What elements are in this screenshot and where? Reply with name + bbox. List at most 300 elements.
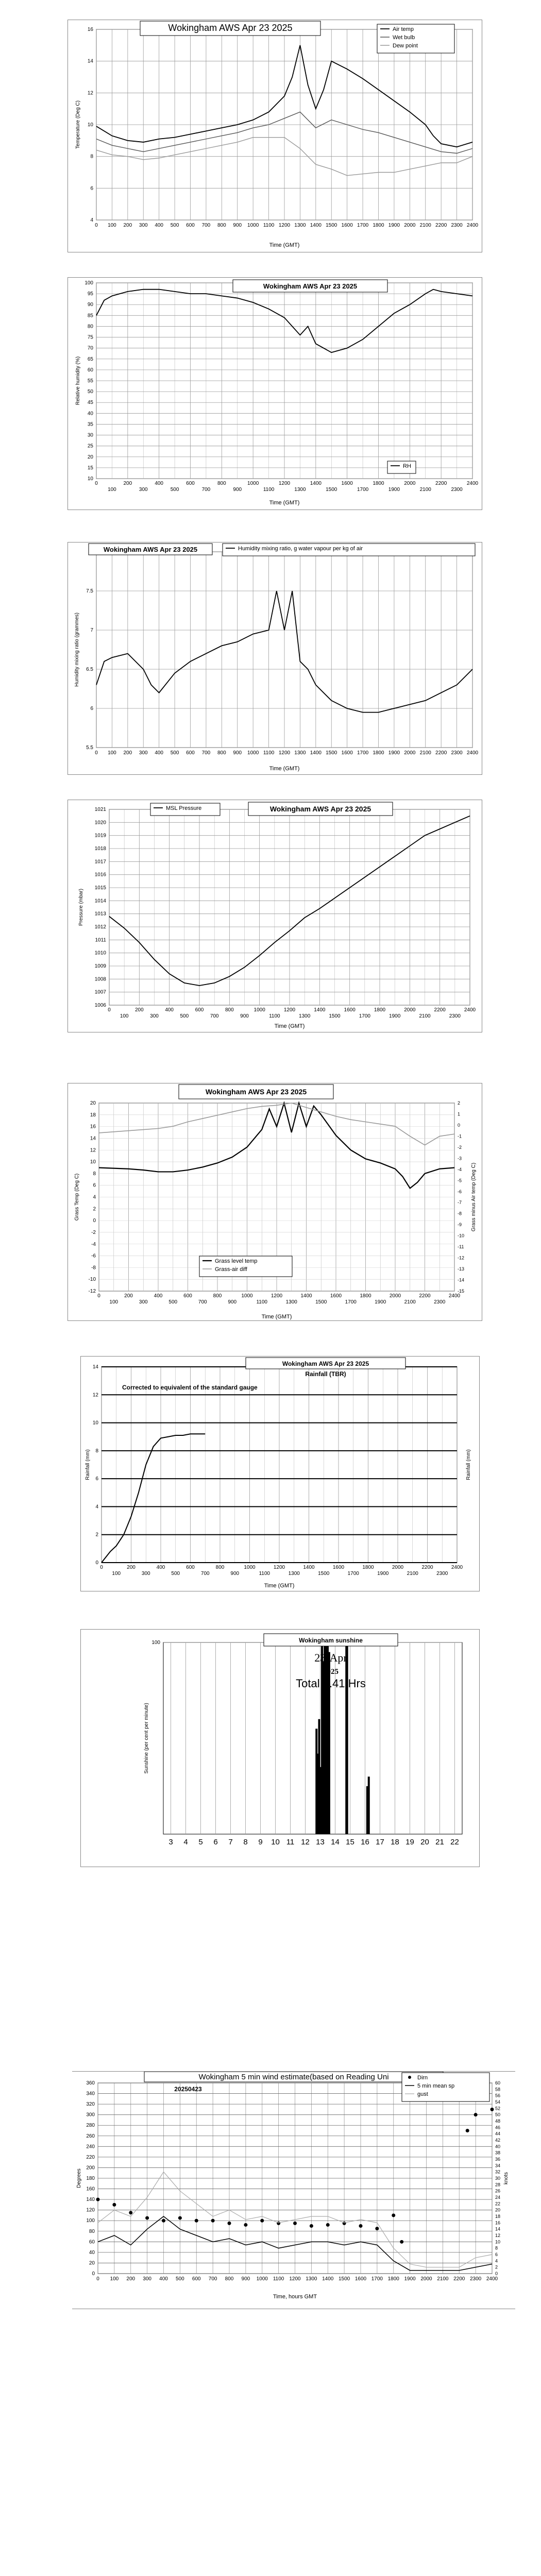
- x-tick-label: 0: [96, 2276, 99, 2282]
- x-tick-label: 2400: [466, 481, 479, 486]
- x-tick-label: 900: [233, 750, 242, 756]
- series-point: [375, 2227, 379, 2230]
- grass-temp-chart: [68, 1083, 483, 1321]
- x-tick-label: 1700: [345, 1299, 357, 1305]
- x-tick-label: 1100: [263, 487, 275, 493]
- x-tick-label: 21: [435, 1838, 444, 1846]
- y-right-tick-label: -14: [458, 1277, 465, 1283]
- y-tick-label: 35: [87, 421, 93, 428]
- chart-title: Wokingham AWS Apr 23 2025: [103, 546, 198, 553]
- x-tick-label: 700: [201, 223, 211, 228]
- y-tick-label: 360: [86, 2080, 95, 2086]
- legend-swatch: [408, 2076, 411, 2079]
- y-right-tick-label: -10: [458, 1233, 465, 1239]
- y-tick-label: 6: [90, 185, 93, 192]
- x-tick-label: 700: [208, 2276, 217, 2282]
- y-right-tick-label: -6: [458, 1189, 462, 1194]
- x-tick-label: 1700: [357, 487, 369, 493]
- y-tick-label: 20: [87, 454, 93, 460]
- series-point: [244, 2223, 247, 2227]
- y-tick-label: 10: [90, 1159, 96, 1165]
- y-tick-label: 1011: [95, 937, 106, 943]
- x-tick-label: 1300: [288, 1571, 300, 1577]
- x-tick-label: 500: [170, 223, 179, 228]
- x-tick-label: 1900: [388, 750, 400, 756]
- x-tick-label: 2400: [466, 750, 479, 756]
- x-tick-label: 1100: [269, 1013, 280, 1019]
- series-point: [260, 2219, 264, 2223]
- y-right-tick-label: 40: [495, 2144, 501, 2149]
- y-right-tick-label: 24: [495, 2195, 501, 2200]
- x-tick-label: 1000: [256, 2276, 268, 2282]
- x-tick-label: 1900: [388, 487, 400, 493]
- x-tick-label: 1200: [273, 1565, 285, 1570]
- y-tick-label: 0: [92, 2271, 95, 2277]
- x-tick-label: 1400: [300, 1293, 312, 1299]
- x-tick-label: 1700: [357, 750, 369, 756]
- x-tick-label: 2000: [392, 1565, 404, 1570]
- y-tick-label: 65: [87, 356, 93, 362]
- x-axis-label: Time, hours GMT: [273, 2294, 317, 2300]
- y-tick-label: 200: [86, 2165, 95, 2171]
- y-tick-label: 80: [87, 324, 93, 330]
- y-right-tick-label: 18: [495, 2214, 501, 2219]
- y-tick-label: 7: [90, 628, 93, 633]
- x-tick-label: 700: [210, 1013, 219, 1019]
- x-tick-label: 2300: [434, 1299, 446, 1305]
- x-tick-label: 900: [230, 1571, 240, 1577]
- x-tick-label: 1500: [326, 223, 337, 228]
- y-right-tick-label: 0: [458, 1122, 461, 1128]
- y-tick-label: 100: [84, 280, 93, 286]
- x-tick-label: 1300: [294, 750, 306, 756]
- x-tick-label: 0: [108, 1007, 111, 1013]
- x-tick-label: 900: [228, 1299, 237, 1305]
- rainfall-chart-panel: [80, 1356, 480, 1591]
- legend-box: [387, 461, 416, 473]
- y-axis-label: Rainfall (mm): [85, 1449, 91, 1480]
- x-tick-label: 14: [331, 1838, 340, 1846]
- x-tick-label: 500: [168, 1299, 178, 1305]
- legend-label: Wet bulb: [393, 35, 415, 41]
- series-point: [129, 2211, 132, 2214]
- x-tick-label: 2300: [436, 1571, 448, 1577]
- y-right-tick-label: -8: [458, 1211, 462, 1216]
- x-tick-label: 22: [450, 1838, 459, 1846]
- x-tick-label: 800: [225, 2276, 234, 2282]
- series-point: [310, 2224, 313, 2228]
- x-tick-label: 200: [127, 1565, 136, 1570]
- x-tick-label: 18: [391, 1838, 399, 1846]
- y-tick-label: 8: [93, 1171, 96, 1177]
- x-tick-label: 500: [170, 487, 179, 493]
- y-right-tick-label: 16: [495, 2220, 501, 2226]
- y-right-tick-label: 10: [495, 2239, 501, 2245]
- series-point: [491, 2108, 494, 2111]
- y-tick-label: 50: [87, 389, 93, 395]
- x-tick-label: 16: [361, 1838, 369, 1846]
- series-point: [359, 2224, 363, 2228]
- series-point: [211, 2219, 215, 2223]
- series-point: [293, 2222, 297, 2225]
- x-tick-label: 2000: [404, 223, 416, 228]
- y-right-tick-label: 26: [495, 2188, 501, 2194]
- series-point: [112, 2203, 116, 2207]
- y-tick-label: 280: [86, 2123, 95, 2129]
- x-tick-label: 600: [183, 1293, 192, 1299]
- x-axis-label: Time (GMT): [261, 1314, 292, 1320]
- x-tick-label: 1300: [294, 487, 306, 493]
- x-tick-label: 4: [183, 1838, 188, 1846]
- y-right-tick-label: 38: [495, 2150, 501, 2156]
- series-point: [474, 2113, 478, 2116]
- legend-label: gust: [417, 2091, 428, 2097]
- wind-chart-panel: [72, 2071, 515, 2309]
- x-tick-label: 1600: [344, 1007, 356, 1013]
- y-tick-label: 90: [87, 302, 93, 308]
- x-tick-label: 1900: [375, 1299, 386, 1305]
- chart-date: 23-Apr: [314, 1651, 347, 1664]
- x-tick-label: 1200: [283, 1007, 296, 1013]
- x-tick-label: 1100: [259, 1571, 270, 1577]
- x-tick-label: 2200: [421, 1565, 433, 1570]
- x-tick-label: 200: [123, 481, 132, 486]
- x-tick-label: 10: [271, 1838, 280, 1846]
- x-tick-label: 800: [217, 223, 226, 228]
- chart-title: Wokingham AWS Apr 23 2025: [205, 1088, 307, 1096]
- y-right-tick-label: 14: [495, 2226, 501, 2232]
- y-right-tick-label: 50: [495, 2112, 501, 2117]
- chart-title: Wokingham AWS Apr 23 2025: [168, 23, 293, 33]
- legend-label: 5 min mean sp: [417, 2083, 455, 2089]
- x-tick-label: 1900: [404, 2276, 416, 2282]
- y-tick-label: -6: [91, 1253, 96, 1259]
- x-tick-label: 1400: [310, 481, 322, 486]
- x-tick-label: 1300: [299, 1013, 311, 1019]
- x-tick-label: 2300: [470, 2276, 482, 2282]
- x-tick-label: 7: [228, 1838, 233, 1846]
- x-tick-label: 9: [258, 1838, 263, 1846]
- x-tick-label: 2100: [437, 2276, 449, 2282]
- x-tick-label: 2100: [407, 1571, 418, 1577]
- x-tick-label: 2300: [451, 487, 463, 493]
- x-tick-label: 700: [198, 1299, 207, 1305]
- y-tick-label: 12: [87, 90, 93, 96]
- series-point: [96, 2198, 100, 2201]
- x-tick-label: 200: [123, 223, 132, 228]
- y-tick-label: 6: [95, 1476, 98, 1482]
- y-tick-label: 240: [86, 2144, 95, 2150]
- y-right-tick-label: -9: [458, 1222, 462, 1228]
- x-axis-label: Time (GMT): [269, 242, 300, 248]
- x-tick-label: 1800: [362, 1565, 374, 1570]
- x-tick-label: 2200: [453, 2276, 465, 2282]
- x-tick-label: 800: [215, 1565, 225, 1570]
- x-tick-label: 100: [109, 1299, 119, 1305]
- y-tick-label: 20: [90, 1100, 96, 1106]
- x-tick-label: 1300: [306, 2276, 317, 2282]
- temperature-chart: [68, 20, 483, 253]
- x-axis-label: Time (GMT): [269, 500, 300, 506]
- chart-title: Wokingham AWS Apr 23 2025: [282, 1360, 369, 1367]
- y-tick-label: 40: [89, 2249, 95, 2256]
- x-tick-label: 1800: [373, 750, 384, 756]
- x-tick-label: 1700: [359, 1013, 370, 1019]
- x-tick-label: 400: [154, 1293, 163, 1299]
- x-tick-label: 400: [156, 1565, 165, 1570]
- y-tick-label: 7.5: [86, 588, 93, 594]
- x-tick-label: 1200: [270, 1293, 283, 1299]
- y-right-tick-label: 34: [495, 2163, 501, 2168]
- y-right-tick-label: 58: [495, 2087, 501, 2092]
- x-tick-label: 400: [155, 750, 164, 756]
- x-tick-label: 800: [217, 750, 226, 756]
- x-tick-label: 200: [134, 1007, 144, 1013]
- x-tick-label: 12: [301, 1838, 310, 1846]
- x-tick-label: 300: [143, 2276, 151, 2282]
- x-tick-label: 300: [139, 223, 148, 228]
- x-tick-label: 1800: [373, 223, 384, 228]
- y-axis-label: Relative humidity (%): [75, 356, 81, 405]
- x-tick-label: 17: [376, 1838, 384, 1846]
- x-tick-label: 1400: [322, 2276, 334, 2282]
- x-tick-label: 1600: [330, 1293, 342, 1299]
- x-tick-label: 19: [405, 1838, 414, 1846]
- legend-label: MSL Pressure: [166, 805, 202, 811]
- y-tick-label: 6: [90, 706, 93, 711]
- x-axis-label: Time (GMT): [274, 1023, 305, 1029]
- y-tick-label: 8: [90, 154, 93, 160]
- y-tick-label: 12: [90, 1147, 96, 1154]
- y-tick-label: 45: [87, 400, 93, 406]
- x-tick-label: 2000: [404, 481, 416, 486]
- x-tick-label: 1900: [388, 223, 400, 228]
- x-tick-label: 300: [139, 750, 148, 756]
- y-tick-label: 5.5: [86, 745, 93, 751]
- y-tick-label: 10: [92, 1420, 98, 1426]
- y-right-tick-label: -1: [458, 1133, 462, 1139]
- y-tick-label: 0: [93, 1218, 96, 1224]
- chart-subtitle: Rainfall (TBR): [305, 1370, 346, 1378]
- y-right-tick-label: 28: [495, 2182, 501, 2188]
- y-tick-label: 140: [86, 2197, 95, 2203]
- wind-chart: [72, 2072, 515, 2310]
- y-right-tick-label: 8: [495, 2245, 498, 2251]
- series-point: [228, 2222, 231, 2225]
- x-tick-label: 1800: [387, 2276, 399, 2282]
- x-tick-label: 1500: [326, 750, 337, 756]
- x-tick-label: 2000: [420, 2276, 432, 2282]
- y-tick-label: 8: [95, 1448, 98, 1454]
- y-right-tick-label: 46: [495, 2125, 501, 2130]
- legend-label: Air temp: [393, 26, 414, 32]
- grass-temp-chart-panel: [67, 1083, 482, 1321]
- x-tick-label: 100: [120, 1013, 129, 1019]
- x-tick-label: 100: [108, 750, 116, 756]
- y-tick-label: -4: [91, 1241, 96, 1247]
- y-right-tick-label: 44: [495, 2131, 501, 2137]
- y-tick-label: 1021: [94, 807, 106, 812]
- y-tick-label: 25: [87, 443, 93, 449]
- sunshine-chart-panel: [80, 1629, 480, 1867]
- pressure-chart: [68, 800, 483, 1033]
- x-tick-label: 400: [159, 2276, 168, 2282]
- chart-title: Wokingham AWS Apr 23 2025: [263, 282, 358, 290]
- y-right-tick-label: 56: [495, 2093, 501, 2098]
- x-tick-label: 600: [186, 223, 195, 228]
- x-tick-label: 0: [97, 1293, 100, 1299]
- y-tick-label: 16: [90, 1124, 96, 1130]
- x-tick-label: 400: [155, 481, 164, 486]
- y-tick-label: 10: [87, 122, 93, 128]
- legend-label: Humidity mixing ratio, g water vapour per kg of air: [238, 546, 363, 552]
- legend-label: RH: [403, 463, 411, 469]
- x-tick-label: 200: [124, 1293, 133, 1299]
- y-right-axis-label: knots: [503, 2172, 509, 2184]
- x-tick-label: 1700: [371, 2276, 383, 2282]
- x-tick-label: 1500: [329, 1013, 341, 1019]
- x-tick-label: 2200: [435, 223, 447, 228]
- x-tick-label: 1000: [247, 750, 259, 756]
- y-right-tick-label: 36: [495, 2157, 501, 2162]
- x-tick-label: 900: [241, 2276, 250, 2282]
- y-right-tick-label: 2: [458, 1100, 461, 1106]
- y-right-tick-label: 20: [495, 2207, 501, 2213]
- x-tick-label: 1800: [374, 1007, 386, 1013]
- y-right-tick-label: -7: [458, 1200, 462, 1206]
- y-tick-label: 14: [90, 1136, 96, 1142]
- y-tick-label: 70: [87, 345, 93, 351]
- y-right-tick-label: 2: [495, 2264, 498, 2270]
- x-tick-label: 800: [217, 481, 226, 486]
- y-tick-label: 12: [92, 1392, 98, 1398]
- y-tick-label: 180: [86, 2176, 95, 2181]
- y-right-tick-label: 6: [495, 2252, 498, 2257]
- temperature-chart-panel: [67, 20, 482, 252]
- x-tick-label: 2400: [464, 1007, 476, 1013]
- x-tick-label: 2300: [449, 1013, 461, 1019]
- x-tick-label: 700: [201, 487, 211, 493]
- x-tick-label: 2300: [451, 750, 463, 756]
- x-tick-label: 1400: [310, 750, 322, 756]
- series-point: [466, 2129, 469, 2132]
- y-tick-label: 15: [87, 465, 93, 471]
- sunshine-chart: [81, 1630, 480, 1868]
- x-tick-label: 2100: [419, 223, 431, 228]
- x-tick-label: 800: [225, 1007, 234, 1013]
- legend-label: Grass-air diff: [215, 1266, 247, 1273]
- y-tick-label: 1017: [94, 859, 106, 865]
- x-tick-label: 15: [346, 1838, 354, 1846]
- x-tick-label: 1500: [318, 1571, 330, 1577]
- y-right-tick-label: 32: [495, 2169, 501, 2175]
- x-tick-label: 200: [123, 750, 132, 756]
- x-tick-label: 1600: [354, 2276, 367, 2282]
- x-tick-label: 100: [108, 487, 116, 493]
- y-right-tick-label: 22: [495, 2201, 501, 2207]
- legend-label: Grass level temp: [215, 1258, 258, 1264]
- y-axis-label: Temperature (Deg C): [75, 100, 81, 149]
- humidity-chart: [68, 278, 483, 511]
- x-tick-label: 0: [95, 223, 98, 228]
- y-tick-label: 1015: [94, 885, 106, 891]
- y-tick-label: 30: [87, 432, 93, 438]
- x-tick-label: 6: [213, 1838, 218, 1846]
- x-tick-label: 13: [316, 1838, 325, 1846]
- y-right-tick-label: -13: [458, 1266, 465, 1272]
- x-tick-label: 700: [201, 750, 211, 756]
- x-tick-label: 0: [95, 481, 98, 486]
- y-tick-label: 100: [151, 1640, 160, 1646]
- x-tick-label: 300: [141, 1571, 150, 1577]
- x-tick-label: 1900: [377, 1571, 389, 1577]
- y-tick-label: 340: [86, 2091, 95, 2097]
- sunshine-bar: [346, 1642, 348, 1834]
- y-tick-label: 40: [87, 411, 93, 417]
- y-right-tick-label: -12: [458, 1255, 465, 1261]
- x-tick-label: 1400: [310, 223, 322, 228]
- x-tick-label: 1000: [247, 481, 259, 486]
- x-tick-label: 1600: [341, 481, 353, 486]
- y-tick-label: 1012: [94, 924, 106, 930]
- x-tick-label: 300: [139, 487, 148, 493]
- x-tick-label: 300: [139, 1299, 148, 1305]
- chart-subtitle: 20250423: [174, 2086, 202, 2093]
- y-right-axis-label: Grass minus Air temp (Deg C): [471, 1162, 477, 1232]
- rainfall-chart: [81, 1357, 480, 1592]
- y-tick-label: 55: [87, 378, 93, 384]
- y-tick-label: 4: [95, 1504, 98, 1510]
- y-tick-label: 2: [93, 1206, 96, 1212]
- y-right-tick-label: -3: [458, 1156, 462, 1161]
- x-tick-label: 1800: [360, 1293, 371, 1299]
- x-tick-label: 100: [112, 1571, 121, 1577]
- y-tick-label: 60: [89, 2239, 95, 2245]
- x-tick-label: 2400: [448, 1293, 461, 1299]
- chart-total: Total 0.41 Hrs: [296, 1677, 366, 1690]
- x-tick-label: 500: [180, 1013, 189, 1019]
- plot-area: [163, 1642, 462, 1834]
- y-right-tick-label: -11: [458, 1244, 464, 1250]
- y-right-tick-label: 54: [495, 2099, 501, 2105]
- x-tick-label: 400: [165, 1007, 174, 1013]
- x-tick-label: 700: [200, 1571, 210, 1577]
- y-tick-label: 85: [87, 313, 93, 319]
- y-tick-label: 1006: [94, 1003, 106, 1008]
- x-tick-label: 20: [420, 1838, 429, 1846]
- x-tick-label: 2200: [434, 1007, 446, 1013]
- y-tick-label: 14: [87, 58, 93, 64]
- x-tick-label: 600: [186, 481, 195, 486]
- x-tick-label: 600: [195, 1007, 204, 1013]
- x-tick-label: 1600: [341, 750, 353, 756]
- x-tick-label: 1800: [373, 481, 384, 486]
- x-tick-label: 2100: [419, 750, 431, 756]
- y-axis-label: Pressure (mbar): [78, 888, 84, 926]
- y-tick-label: 6: [93, 1182, 96, 1189]
- chart-annotation: Corrected to equivalent of the standard gauge: [122, 1384, 258, 1391]
- y-tick-label: 20: [89, 2260, 95, 2266]
- y-axis-label: Humidity mixing ratio (grammes): [74, 613, 80, 687]
- x-tick-label: 1600: [341, 223, 353, 228]
- x-tick-label: 1000: [241, 1293, 253, 1299]
- y-right-tick-label: 12: [495, 2233, 501, 2238]
- y-axis-label: Sunshine (per cent per minute): [144, 1703, 149, 1774]
- x-tick-label: 1100: [256, 1299, 268, 1305]
- legend-label: Dew point: [393, 43, 418, 49]
- x-tick-label: 1500: [326, 487, 337, 493]
- x-tick-label: 800: [213, 1293, 222, 1299]
